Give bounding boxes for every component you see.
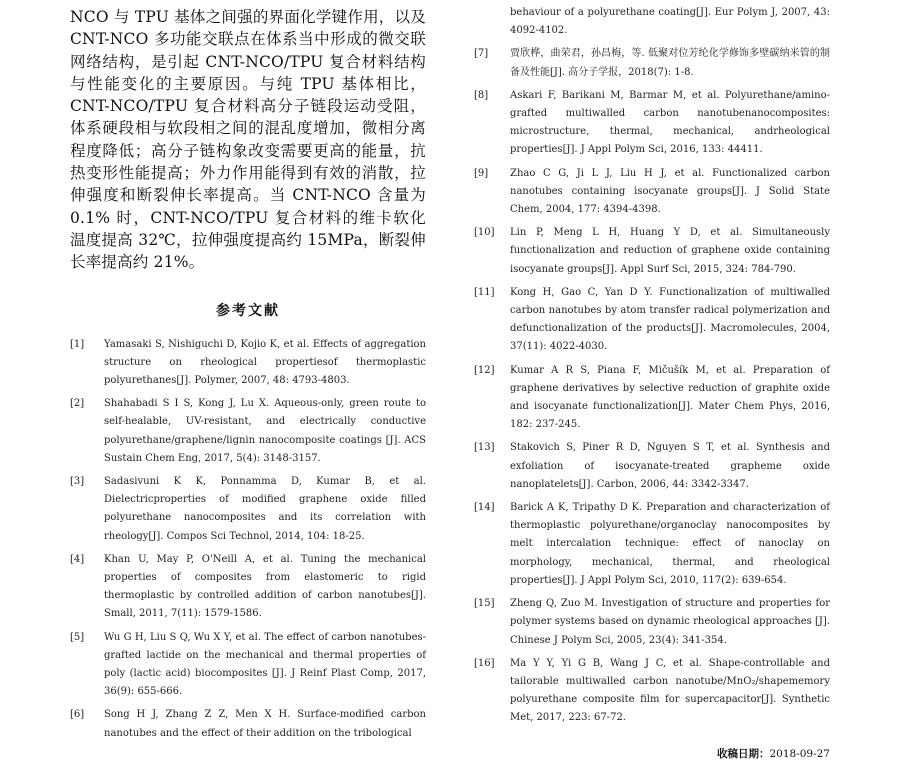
reference-number: [7] [474,48,489,60]
reference-text: Kong H, Gao C, Yan D Y. Functionalization of multiwalled carbon nanotubes by atom transfer radical polymerization and defunctionalization of the products[J]. Macromolecules, 2004, 37(11): 4022-4030. [510,286,830,353]
right-column [474,0,830,733]
reference-number: [14] [474,502,495,514]
reference-number: [1] [70,338,85,350]
reference-number: [4] [70,553,85,565]
reference-number: [3] [70,475,85,487]
reference-6-continuation: behaviour of a polyurethane coating[J]. Eur Polym J, 2007, 43: 4092-4102. [510,7,830,37]
reference-text: Song H J, Zhang Z Z, Men X H. Surface-modified carbon nanotubes and the effect of their addition on the tribological [104,709,426,739]
reference-text: Zheng Q, Zuo M. Investigation of structure and properties for polymer systems based on dynamic rheological approaches [J]. Chinese J Polym Sci, 2005, 23(4): 341-354. [510,598,830,646]
received-label: 收稿日期： [716,748,770,760]
reference-number: [5] [70,631,85,643]
conclusion-paragraph [70,0,426,274]
conclusion-text: NCO 与 TPU 基体之间强的界面化学键作用，以及 CNT-NCO 多功能交联点在体系当中形成的微交联网络结构，是引起 CNT-NCO/TPU 复合材料结构与性能变化的主要原因。与纯 TPU 基体相比，CNT-NCO/TPU 复合材料高分子链段运动受阻，体系硬段相与软段相之间的混乱度增加，微相分离程度降低；高分子链构象改变需要更高的能量，抗热变形性能提高；外力作用能得到有效的消散，拉伸强度和断裂伸长率提高。当 CNT-NCO 含量为 0.1% 时，CNT-NCO/TPU 复合材料的维卡软化温度提高 32℃，拉伸强度提高约 15MPa，断裂伸长率提高约 21%。 [70,8,426,272]
reference-item [70,395,426,468]
reference-item [474,284,830,357]
reference-text: Stakovich S, Piner R D, Nguyen S T, et al. Synthesis and exfoliation of isocyanate-treated grapheme oxide nanoplatelets[J]. Carbon, 2006, 44: 3342-3347. [510,442,830,490]
reference-item [70,336,426,391]
reference-text: Khan U, May P, O'Neill A, et al. Tuning the mechanical properties of composites from elastomeric to rigid thermoplastic by controlled addition of carbon nanotubes[J]. Small, 2011, 7(11): 1579-1586. [104,553,426,620]
reference-number: [11] [474,286,495,298]
reference-item [70,629,426,702]
reference-text: Shahabadi S I S, Kong J, Lu X. Aqueous-only, green route to self-healable, UV-resistant, and electrically conductive polyurethane/graphene/lignin nanocomposite coatings [J]. ACS Sustain Chem Eng, 2017, 5(4): 3148-3157. [104,398,426,464]
reference-item [474,595,830,650]
reference-text: Sadasivuni K K, Ponnamma D, Kumar B, et al. Dielectricproperties of modified graphene oxide filled polyurethane nanocomposites and its correlation with rheology[J]. Compos Sci Technol, 2014, 104: 18-25. [104,475,426,542]
reference-number: [13] [474,442,495,454]
reference-number: [8] [474,89,489,101]
reference-text: Askari F, Barikani M, Barmar M, et al. Polyurethane/amino-grafted multiwalled carbon nanotubenanocomposites: microstructure, thermal, mechanical, andrheological properties[J]. J Appl Polym Sci, 2016, 133: 44411. [510,89,830,156]
reference-number: [16] [474,657,495,669]
received-date-value: 2018-09-27 [769,748,830,760]
reference-item [474,439,830,494]
reference-number: [6] [70,709,85,721]
reference-number: [10] [474,227,495,239]
reference-item [70,706,426,742]
reference-item [474,165,830,220]
received-date [717,746,830,762]
reference-text: Zhao C G, Ji L J, Liu H J, et al. Functionalized carbon nanotubes containing isocyanate groups[J]. J Solid State Chem, 2004, 177: 4394-4398. [510,167,830,216]
reference-text: 贾欣桦，曲荣君，孙昌梅，等. 低聚对位芳纶化学修饰多壁碳纳米管的制备及性能[J]. 高分子学报，2018(7): 1-8. [510,48,830,78]
reference-number: [12] [474,364,495,376]
reference-text: Barick A K, Tripathy D K. Preparation and characterization of thermoplastic polyurethane/organoclay nanocomposites by melt intercalation technique: effect of nanoclay on morphology, mechanical, thermal, and rheological properties[J]. J Appl Polym Sci, 2010, 117(2): 639-654. [510,502,830,586]
reference-item [474,362,830,435]
reference-item [474,499,830,590]
references-list-right [474,45,830,727]
references-heading: 参考文献 [216,302,280,319]
reference-item [474,655,830,728]
reference-text: Lin P, Meng L H, Huang Y D, et al. Simultaneously functionalization and reduction of graphene oxide containing isocyanate groups[J]. Appl Surf Sci, 2015, 324: 784-790. [510,227,830,275]
reference-number: [2] [70,398,85,410]
reference-item [70,473,426,546]
reference-text: Kumar A R S, Piana F, Mičušík M, et al. Preparation of graphene derivatives by selective reduction of graphite oxide and isocyanate functionalization[J]. Mater Chem Phys, 2016, 182: 237-245. [510,364,830,431]
reference-number: [9] [474,167,489,179]
reference-item [474,87,830,160]
reference-item [474,224,830,279]
left-column [70,0,426,748]
reference-item [474,45,830,81]
reference-item [70,551,426,624]
reference-text: Wu G H, Liu S Q, Wu X Y, et al. The effect of carbon nanotubes-grafted lactide on the mechanical and thermal properties of poly (lactic acid) biocomposites [J]. J Reinf Plast Comp, 2017, 36(9): 655-666. [104,631,426,698]
references-list-left [70,336,426,743]
reference-text: Ma Y Y, Yi G B, Wang J C, et al. Shape-controllable and tailorable multiwalled carbon nanotube/MnO₂/shapememory polyurethane composite film for supercapacitor[J]. Synthetic Met, 2017, 223: 67-72. [510,657,830,724]
reference-number: [15] [474,598,495,610]
reference-text: Yamasaki S, Nishiguchi D, Kojio K, et al. Effects of aggregation structure on rheological propertiesof thermoplastic polyurethanes[J]. Polymer, 2007, 48: 4793-4803. [104,338,426,386]
